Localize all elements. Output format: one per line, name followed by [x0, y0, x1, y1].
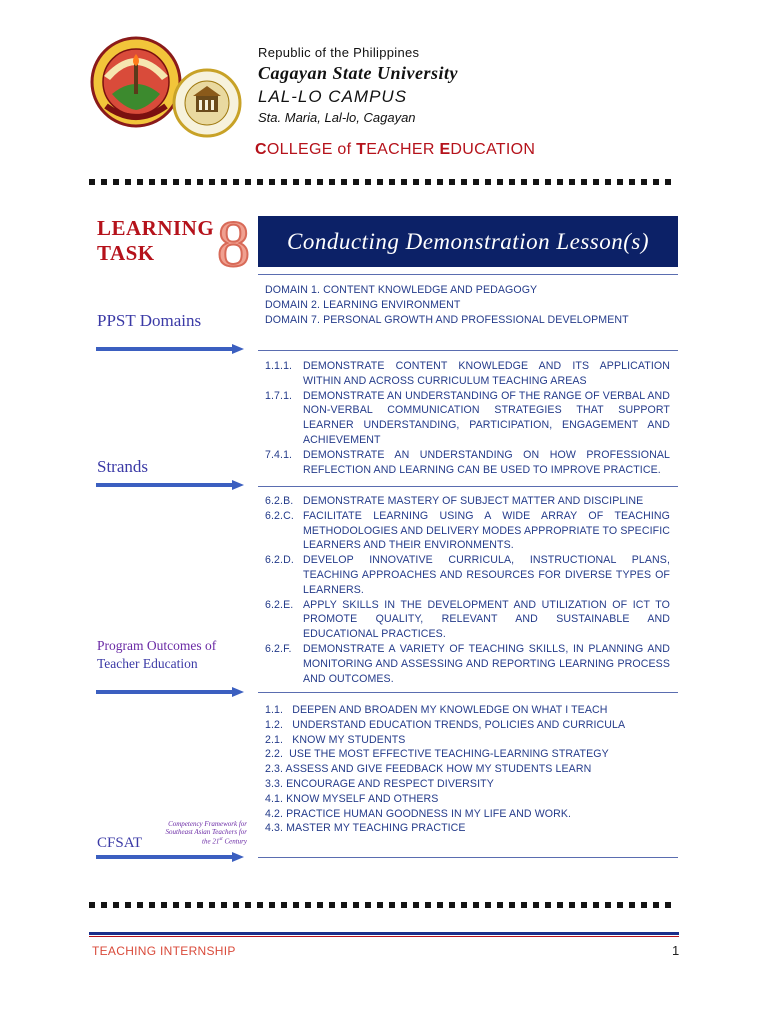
list-item: 2.1. KNOW MY STUDENTS — [265, 733, 406, 746]
separator — [258, 350, 678, 351]
separator — [258, 857, 678, 858]
program-outcomes-label-1: Program Outcomes of — [97, 638, 217, 653]
university-seal — [90, 36, 182, 128]
college-name: COLLEGE of TEACHER EDUCATION — [255, 141, 536, 158]
separator — [258, 692, 678, 693]
separator — [258, 486, 678, 487]
arrow-icon — [96, 852, 244, 862]
university-name: Cagayan State University — [258, 63, 458, 83]
list-item: DOMAIN 1. CONTENT KNOWLEDGE AND PEDAGOGY — [265, 284, 538, 296]
strands-list — [265, 359, 670, 477]
list-item: DOMAIN 2. LEARNING ENVIRONMENT — [265, 298, 461, 311]
list-item: 2.2. USE THE MOST EFFECTIVE TEACHING-LEARNING STRATEGY — [265, 748, 609, 761]
list-item: 7.4.1. DEMONSTRATE AN UNDERSTANDING ON HOW PROFESSIONAL REFLECTION AND LEARNING CAN BE USED TO IMPROVE PRACTICE. — [265, 448, 670, 476]
list-item: 2.3. ASSESS AND GIVE FEEDBACK HOW MY STUDENTS LEARN — [265, 763, 592, 776]
domains-list — [265, 283, 670, 327]
list-item: DOMAIN 7. PERSONAL GROWTH AND PROFESSIONAL DEVELOPMENT — [265, 313, 629, 326]
arrow-icon — [96, 344, 244, 354]
list-item: 4.2. PRACTICE HUMAN GOODNESS IN MY LIFE AND WORK. — [265, 807, 572, 820]
cfsat-list — [265, 703, 670, 836]
program-outcomes-label-2: Teacher Education — [97, 656, 198, 671]
outcomes-list — [265, 494, 670, 686]
ppst-domains-label: PPST Domains — [97, 311, 202, 330]
college-seal — [172, 68, 242, 138]
list-item: 6.2.E. APPLY SKILLS IN THE DEVELOPMENT AND UTILIZATION OF ICT TO PROMOTE QUALITY, RELEVANT AND SUSTAINABLE AND EDUCATIONAL PRACTICES. — [265, 598, 670, 641]
list-item: 6.2.C. FACILITATE LEARNING USING A WIDE ARRAY OF TEACHING METHODOLOGIES AND DELIVERY MODES APPROPRIATE TO SPECIFIC LEARNERS AND THEIR ENVIRONMENTS. — [265, 509, 670, 552]
list-item: 4.1. KNOW MYSELF AND OTHERS — [265, 792, 439, 805]
footer-title: TEACHING INTERNSHIP — [92, 944, 236, 958]
footer-rule-accent — [89, 936, 679, 937]
cfsat-label: CFSAT — [97, 835, 143, 851]
learning-task-number: 8 — [217, 208, 250, 281]
learning-task-label-2: TASK — [97, 241, 155, 265]
page-number: 1 — [672, 943, 680, 958]
campus-address: Sta. Maria, Lal-lo, Cagayan — [258, 110, 416, 125]
cfsat-note: Competency Framework for Southeast Asian Teachers for the 21st Century — [165, 820, 247, 846]
arrow-icon — [96, 687, 244, 697]
footer-rule — [89, 932, 679, 935]
list-item: 1.1. DEEPEN AND BROADEN MY KNOWLEDGE ON WHAT I TEACH — [265, 704, 608, 716]
campus-name: LAL-LO CAMPUS — [258, 87, 408, 106]
arrow-icon — [96, 480, 244, 490]
task-title-banner: Conducting Demonstration Lesson(s) — [258, 216, 678, 267]
list-item: 6.2.F. DEMONSTRATE A VARIETY OF TEACHING SKILLS, IN PLANNING AND MONITORING AND ASSESSING AND REPORTING LEARNING PROCESS AND OUTCOMES. — [265, 642, 670, 685]
learning-task-label-1: LEARNING — [97, 216, 215, 240]
strands-label: Strands — [97, 457, 148, 476]
list-item: 1.1.1. DEMONSTRATE CONTENT KNOWLEDGE AND ITS APPLICATION WITHIN AND ACROSS CURRICULUM TEACHING AREAS — [265, 360, 670, 387]
list-item: 6.2.D. DEVELOP INNOVATIVE CURRICULA, INSTRUCTIONAL PLANS, TEACHING APPROACHES AND RESOURCES FOR DIVERSE TYPES OF LEARNERS. — [265, 554, 670, 596]
list-item: 4.3. MASTER MY TEACHING PRACTICE — [265, 822, 466, 835]
top-dotted-rule — [89, 179, 674, 185]
list-item: 1.2. UNDERSTAND EDUCATION TRENDS, POLICIES AND CURRICULA — [265, 718, 626, 731]
list-item: 1.7.1. DEMONSTRATE AN UNDERSTANDING OF THE RANGE OF VERBAL AND NON-VERBAL COMMUNICATION STRATEGIES THAT SUPPORT LEARNER UNDERSTANDING, PARTICIPATION, ENGAGEMENT AND ACHIEVEMENT — [265, 389, 670, 446]
list-item: 3.3. ENCOURAGE AND RESPECT DIVERSITY — [265, 777, 494, 790]
republic-line: Republic of the Philippines — [258, 45, 420, 60]
separator — [258, 274, 678, 275]
bottom-dotted-rule — [89, 902, 674, 908]
list-item: 6.2.B. DEMONSTRATE MASTERY OF SUBJECT MATTER AND DISCIPLINE — [265, 495, 644, 507]
